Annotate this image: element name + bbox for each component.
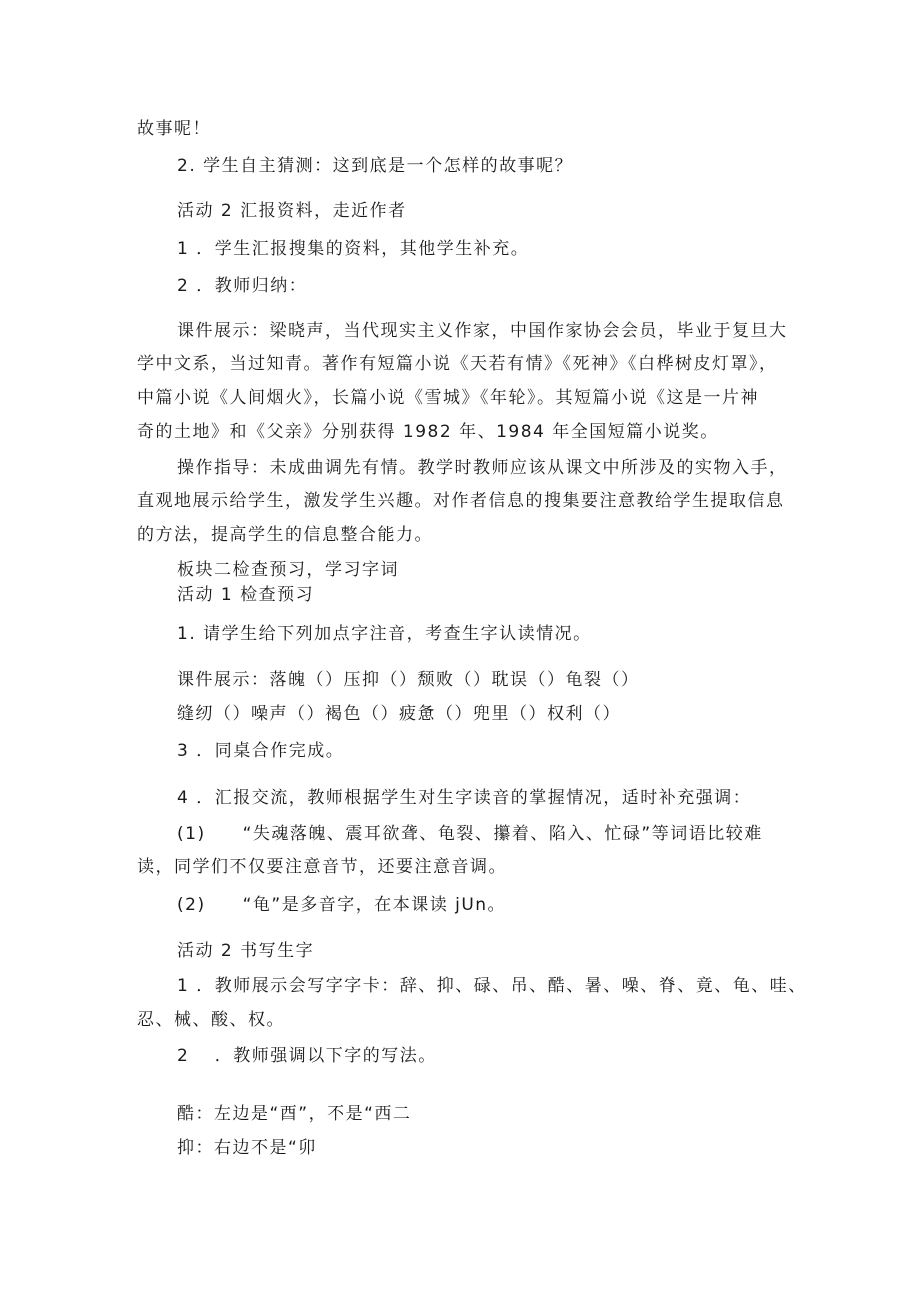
section-heading: 活动 2 汇报资料，走近作者 <box>177 201 407 221</box>
text-line: 读，同学们不仅要注意音节，还要注意音调。 <box>137 857 507 877</box>
text-line: 2 ．教师强调以下字的写法。 <box>177 1046 437 1066</box>
section-heading: 板块二检查预习，学习字词 <box>177 560 399 580</box>
text-line: 3 ．同桌合作完成。 <box>177 741 345 761</box>
text-line: 酷：左边是“酉”，不是“西二 <box>177 1104 412 1124</box>
text-line: 2 ．教师归纳： <box>177 276 308 296</box>
text-line: 缝纫（）噪声（）褐色（）疲惫（）兜里（）权利（） <box>177 704 621 724</box>
text-line: 1. 请学生给下列加点字注音，考查生字认读情况。 <box>177 624 592 644</box>
text-line: 忍、械、酸、权。 <box>137 1010 285 1030</box>
section-heading: 活动 2 书写生字 <box>177 941 315 961</box>
text-line: (2) “龟”是多音字，在本课读 jUn。 <box>177 895 507 915</box>
text-line: 抑：右边不是“卯 <box>177 1138 317 1158</box>
text-line: 课件展示：梁晓声，当代现实主义作家，中国作家协会会员，毕业于复旦大 <box>177 321 788 341</box>
text-line: 课件展示：落魄（）压抑（）颓败（）耽误（）龟裂（） <box>177 670 640 690</box>
text-line: 学中文系，当过知青。著作有短篇小说《天若有情》《死神》《白桦树皮灯罩》， <box>137 354 778 374</box>
text-line: 4 ．汇报交流，教师根据学生对生字读音的掌握情况，适时补充强调： <box>177 788 752 808</box>
text-line: 奇的土地》和《父亲》分别获得 1982 年、1984 年全国短篇小说奖。 <box>137 422 719 442</box>
text-line: (1) “失魂落魄、震耳欲聋、龟裂、攥着、陷入、忙碌”等词语比较难 <box>177 824 763 844</box>
text-line: 1 ．教师展示会写字字卡：辞、抑、碌、吊、酷、暑、噪、脊、竟、龟、哇、 <box>177 976 807 996</box>
text-line: 2. 学生自主猜测：这到底是一个怎样的故事呢？ <box>177 156 574 176</box>
text-line: 1 ．学生汇报搜集的资料，其他学生补充。 <box>177 239 530 259</box>
text-line: 直观地展示给学生，激发学生兴趣。对作者信息的搜集要注意教给学生提取信息 <box>137 491 785 511</box>
section-heading: 活动 1 检查预习 <box>177 585 315 605</box>
text-line: 中篇小说《人间烟火》，长篇小说《雪城》《年轮》。其短篇小说《这是一片神 <box>137 388 759 408</box>
text-line: 故事呢！ <box>137 119 211 139</box>
text-line: 操作指导：未成曲调先有情。教学时教师应该从课文中所涉及的实物入手， <box>177 458 788 478</box>
text-line: 的方法，提高学生的信息整合能力。 <box>137 525 433 545</box>
